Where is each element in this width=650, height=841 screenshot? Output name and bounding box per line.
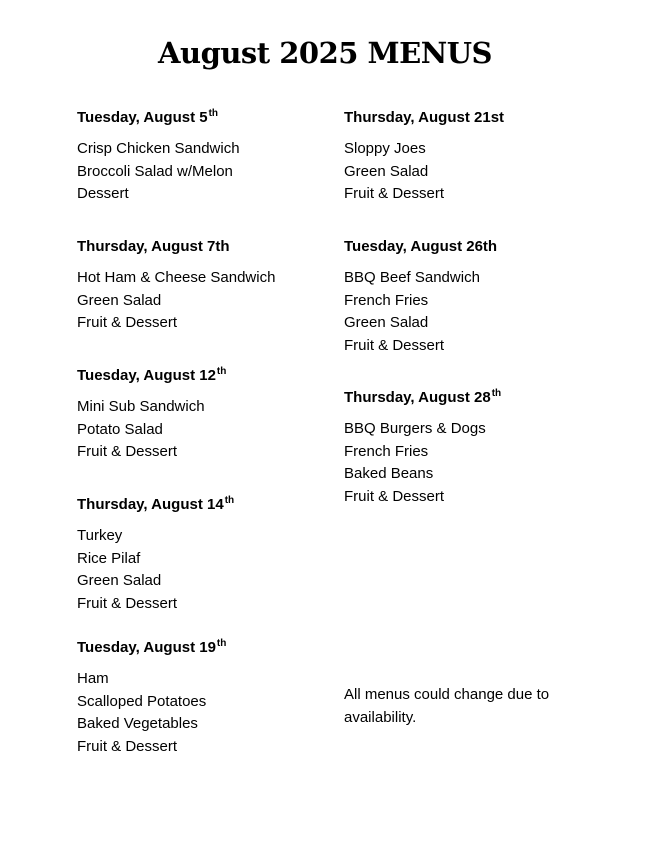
menu-item: Green Salad [77, 291, 162, 309]
menu-item: Green Salad [77, 572, 162, 589]
menu-date: Tuesday, August 12th [77, 366, 227, 384]
menu-item: Fruit & Dessert [344, 336, 445, 354]
menu-item: Scalloped Potatoes [77, 692, 207, 710]
menu-item: BBQ Burgers & Dogs [344, 420, 486, 437]
availability-note: All menus could change due to availability. [344, 686, 550, 726]
menu-item: Fruit & Dessert [77, 443, 178, 460]
menu-item: Dessert [77, 185, 129, 202]
menu-date: Thursday, August 28th [344, 388, 502, 406]
menu-item: Green Salad [344, 162, 429, 180]
menu-item: French Fries [344, 291, 429, 309]
menu-date: Thursday, August 14th [77, 495, 235, 513]
menu-thursday-aug-28 [344, 388, 614, 508]
date-suffix: th [224, 495, 235, 506]
menu-item: Rice Pilaf [77, 549, 141, 567]
menu-item: Fruit & Dessert [77, 314, 178, 331]
menu-item: Ham [77, 670, 109, 687]
menu-item: BBQ Beef Sandwich [344, 269, 480, 286]
menu-date: Tuesday, August 19th [77, 638, 227, 656]
menu-tuesday-aug-26 [344, 237, 614, 357]
menu-item: Baked Beans [344, 465, 434, 482]
menu-thursday-aug-14 [77, 495, 347, 615]
date-suffix: th [491, 388, 502, 399]
menu-item: Crisp Chicken Sandwich [77, 140, 240, 157]
menu-tuesday-aug-19 [77, 638, 347, 758]
page-title: August 2025 MENUS [157, 36, 493, 70]
menu-item: Sloppy Joes [344, 140, 426, 157]
menu-item: Fruit & Dessert [344, 487, 445, 505]
menu-date: Thursday, August 21st [344, 109, 505, 126]
menu-tuesday-aug-12 [77, 366, 347, 464]
date-suffix: th [208, 108, 219, 119]
menu-item: Green Salad [344, 314, 429, 331]
menu-item: Fruit & Dessert [77, 594, 178, 612]
menu-item: Fruit & Dessert [77, 737, 178, 755]
menu-date: Tuesday, August 26th [344, 238, 498, 255]
menu-items [77, 396, 347, 464]
menu-items [77, 138, 347, 206]
menu-date: Tuesday, August 5th [77, 108, 219, 126]
menu-items [344, 138, 614, 206]
menu-items [77, 668, 347, 758]
menu-item: Hot Ham & Cheese Sandwich [77, 269, 276, 286]
menu-thursday-aug-7 [77, 237, 347, 335]
menu-item: Fruit & Dessert [344, 185, 445, 202]
menu-items [77, 267, 347, 335]
menu-date: Thursday, August 7th [77, 238, 230, 255]
menu-item: Turkey [77, 527, 123, 544]
menu-item: Potato Salad [77, 420, 163, 438]
date-suffix: th [216, 638, 227, 649]
menu-items [344, 267, 614, 357]
menu-item: Baked Vegetables [77, 715, 198, 732]
menu-items [344, 418, 614, 508]
menu-tuesday-aug-5 [77, 108, 347, 206]
menu-thursday-aug-21 [344, 108, 614, 206]
menu-item: Mini Sub Sandwich [77, 398, 205, 415]
date-suffix: th [216, 366, 227, 377]
menu-item: French Fries [344, 442, 429, 460]
menu-items [77, 525, 347, 615]
menu-item: Broccoli Salad w/Melon [77, 162, 233, 180]
